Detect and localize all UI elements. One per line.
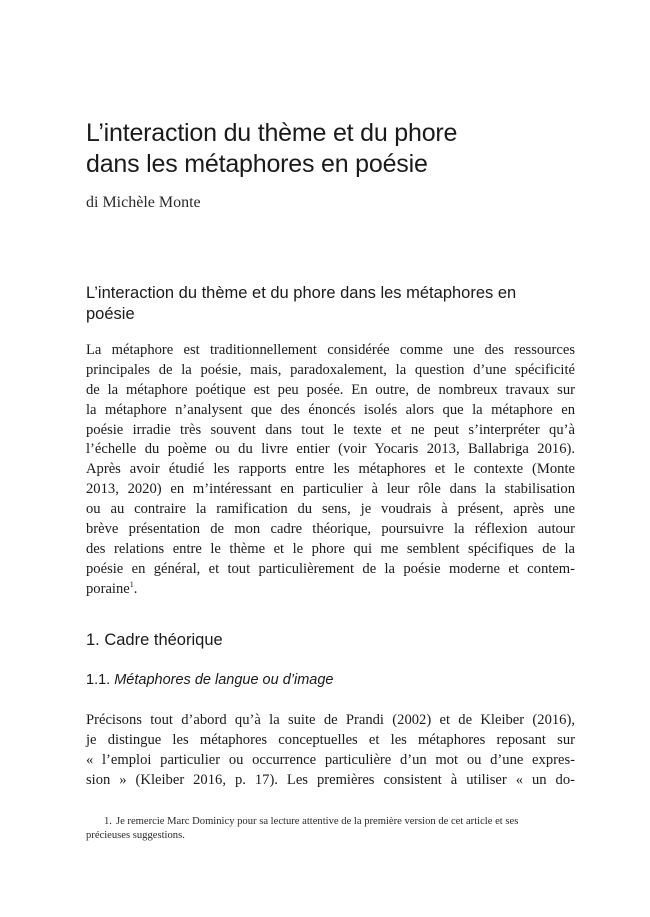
section-heading-line-1: L’interaction du thème et du phore dans les métaphores en	[86, 284, 517, 302]
heading-cadre-theorique: 1. Cadre théorique	[86, 631, 223, 649]
paragraph-line: sion » (Kleiber 2016, p. 17). Les premières consistent à utiliser « un do-	[86, 771, 575, 788]
paragraph-line: poésie irradie très souvent dans tout le texte et ne peut s’interpréter qu’à	[86, 421, 575, 438]
paragraph-line: l’échelle du poème ou du livre entier (voir Yocaris 2013, Ballabriga 2016).	[86, 441, 575, 458]
footnote-number: 1.	[104, 816, 112, 827]
footnote-text-1: Je remercie Marc Dominicy pour sa lecture attentive de la première version de cet article et ses	[115, 816, 519, 827]
article-title-line-1: L’interaction du thème et du phore	[86, 119, 458, 147]
body-paragraph	[86, 711, 575, 791]
article-title	[86, 118, 575, 180]
footnote-reference[interactable]: 1	[129, 579, 134, 589]
author-byline: di Michèle Monte	[86, 194, 201, 211]
subheading-number: 1.1.	[86, 672, 111, 688]
article-title-line-2: dans les métaphores en poésie	[86, 150, 428, 178]
paragraph-line: brève présentation de mon cadre théorique, poursuivre la réflexion autour	[86, 521, 575, 538]
paragraph-line: la métaphore n’analysent que des énoncés isolés alors que la métaphore en	[86, 401, 575, 418]
footnote-line-2: précieuses suggestions.	[86, 830, 185, 841]
paragraph-line: La métaphore est traditionnellement considérée comme une des ressources	[86, 342, 575, 358]
intro-paragraph	[86, 341, 575, 600]
footnote	[86, 815, 575, 843]
paragraph-line: « l’emploi particulier ou occurrence particulière d’un mot ou d’une expres-	[86, 751, 575, 768]
paragraph-line: des relations entre le thème et le phore qui me semblent spécifiques de la	[86, 540, 575, 557]
paragraph-line: Après avoir étudié les rapports entre les métaphores et le contexte (Monte	[86, 461, 575, 478]
paragraph-line: Précisons tout d’abord qu’à la suite de Prandi (2002) et de Kleiber (2016),	[86, 712, 575, 728]
paragraph-line: principales de la poésie, mais, paradoxalement, la question d’une spécificité	[86, 361, 575, 378]
paragraph-line: ou au contraire la ramification du sens, je voudrais à présent, après une	[86, 501, 575, 518]
paragraph-end-punct: .	[133, 580, 138, 597]
paragraph-line: de la métaphore poétique est peu posée. En outre, de nombreux travaux sur	[86, 381, 575, 398]
footnote-line-1	[86, 815, 575, 829]
section-heading-line-2: poésie	[86, 305, 135, 323]
subheading-title: Métaphores de langue ou d’image	[114, 672, 334, 688]
paragraph-line: poésie en général, et tout particulièrement de la poésie moderne et contem-	[86, 560, 575, 577]
subheading-metaphores	[86, 670, 333, 690]
section-heading	[86, 283, 575, 325]
paragraph-line: je distingue les métaphores conceptuelles et les métaphores reposant sur	[86, 731, 575, 748]
paragraph-line-text: poraine	[86, 580, 130, 597]
paragraph-line: 2013, 2020) en m’intéressant en particulier à leur rôle dans la stabilisation	[86, 481, 575, 498]
paragraph-last-line	[86, 580, 575, 600]
